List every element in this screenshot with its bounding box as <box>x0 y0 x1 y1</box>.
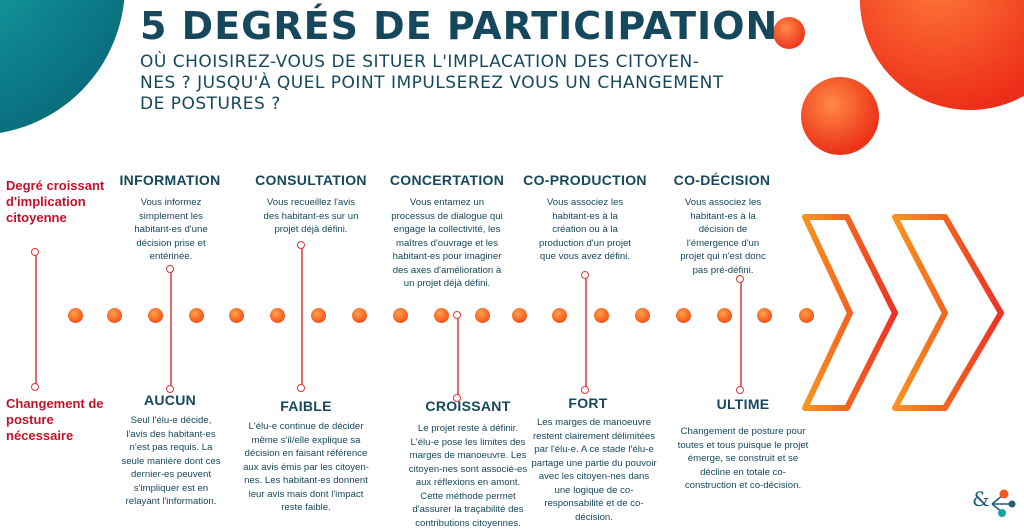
level-desc-co-decision: Vous associez les habitant-es à la décision de l'émergence d'un projet qui n'est donc pas pré-défini. <box>680 197 766 276</box>
level-title-ultime: ULTIME <box>716 396 770 412</box>
timeline-dot <box>635 308 650 323</box>
timeline-dot <box>68 308 83 323</box>
connector-pin-ultime <box>736 386 744 394</box>
connector-line-co-decision <box>740 278 742 390</box>
timeline-dot <box>107 308 122 323</box>
connector-pin-co-decision <box>736 275 744 283</box>
timeline-dot <box>352 308 367 323</box>
level-title-fort: FORT <box>568 395 608 411</box>
level-title-croissant: CROISSANT <box>425 398 511 414</box>
svg-text:&: & <box>972 487 990 511</box>
axis-connector-bottom-pin <box>31 383 39 391</box>
level-title-co-production: CO-PRODUCTION <box>523 172 647 188</box>
timeline-dot <box>393 308 408 323</box>
level-desc-co-production: Vous associez les habitant-es à la création ou à la production d'un projet que vous avez défini. <box>539 197 631 262</box>
timeline-dot <box>475 308 490 323</box>
timeline-dot <box>189 308 204 323</box>
timeline-dot <box>717 308 732 323</box>
timeline-dot <box>270 308 285 323</box>
axis-connector-line <box>35 252 37 386</box>
red-circle-medium-decoration <box>801 77 879 155</box>
page-title: 5 DEGRÉS DE PARTICIPATION <box>140 4 779 48</box>
connector-pin-co-production <box>581 271 589 279</box>
level-desc-faible: L'élu-e continue de décider même s'il/elle explique sa décision en faisant référence aux avis émis par les citoyen-nes. Les habitant-es donnent leur avis mais dont l'impact reste faible. <box>243 421 369 513</box>
timeline-dot <box>434 308 449 323</box>
connector-pin-concertation <box>453 311 461 319</box>
teal-circle-decoration <box>0 0 125 135</box>
axis-label-top: Degré croissant d'implication citoyenne <box>6 178 105 225</box>
level-title-faible: FAIBLE <box>280 398 332 414</box>
level-title-information: INFORMATION <box>119 172 221 188</box>
timeline-dot <box>757 308 772 323</box>
level-desc-aucun: Seul l'élu-e décide, l'avis des habitant-es n'est pas requis. La seule manière dont ces dernier-es peuvent s'impliquer est en relayant l'information. <box>121 415 221 507</box>
timeline-dot <box>229 308 244 323</box>
page-subtitle: OÙ CHOISIREZ-VOUS DE SITUER L'IMPLACATION DES CITOYEN-NES ? JUSQU'À QUEL POINT IMPULSEREZ VOUS UN CHANGEMENT DE POSTURES ? <box>140 52 724 114</box>
link-nodes-icon <box>970 482 1018 522</box>
timeline-dot <box>594 308 609 323</box>
level-desc-concertation: Vous entamez un processus de dialogue qui engage la collectivité, les maîtres d'ouvrage et les habitant-es pour imaginer des axes d'amélioration à un projet déjà défini. <box>391 197 503 289</box>
timeline-dot <box>311 308 326 323</box>
connector-line-co-production <box>585 274 587 390</box>
axis-connector-top-pin <box>31 248 39 256</box>
level-title-concertation: CONCERTATION <box>389 172 505 188</box>
level-title-aucun: AUCUN <box>143 392 197 408</box>
timeline-dot <box>512 308 527 323</box>
timeline-dot <box>676 308 691 323</box>
connector-pin-information <box>166 265 174 273</box>
level-title-co-decision: CO-DÉCISION <box>673 172 771 188</box>
double-chevron-arrow-icon <box>795 205 1024 415</box>
level-desc-croissant: Le projet reste à définir. L'élu-e pose les limites des marges de manoeuvre. Les citoyen-nes sont associé-es aux réflexions en amont. Cette méthode permet d'assurer la traçabilité des contributions citoyennes. <box>408 423 528 529</box>
connector-line-information <box>170 268 172 388</box>
connector-line-concertation <box>457 314 459 398</box>
level-desc-information: Vous informez simplement les habitant-es d'une décision prise et entérinée. <box>134 197 208 262</box>
timeline-dot <box>552 308 567 323</box>
connector-line-consultation <box>301 244 303 387</box>
level-desc-consultation: Vous recueillez l'avis des habitant-es sur un projet déjà défini. <box>263 197 359 235</box>
axis-label-bottom: Changement de posture nécessaire <box>6 396 104 443</box>
red-circle-large-decoration <box>860 0 1024 110</box>
connector-pin-faible <box>297 384 305 392</box>
level-desc-fort: Les marges de manoeuvre restent clairement délimitées par l'élu-e. A ce stade l'élu-e partage une partie du pouvoir avec les citoyen-nes dans une logique de co-responsabilité et de co-décision. <box>531 417 657 523</box>
timeline-dot <box>148 308 163 323</box>
connector-pin-consultation <box>297 241 305 249</box>
connector-pin-fort <box>581 386 589 394</box>
level-title-consultation: CONSULTATION <box>255 172 367 188</box>
level-desc-ultime: Changement de posture pour toutes et tous puisque le projet émerge, se construit et se décline en totale co-construction et co-décision. <box>677 426 809 491</box>
